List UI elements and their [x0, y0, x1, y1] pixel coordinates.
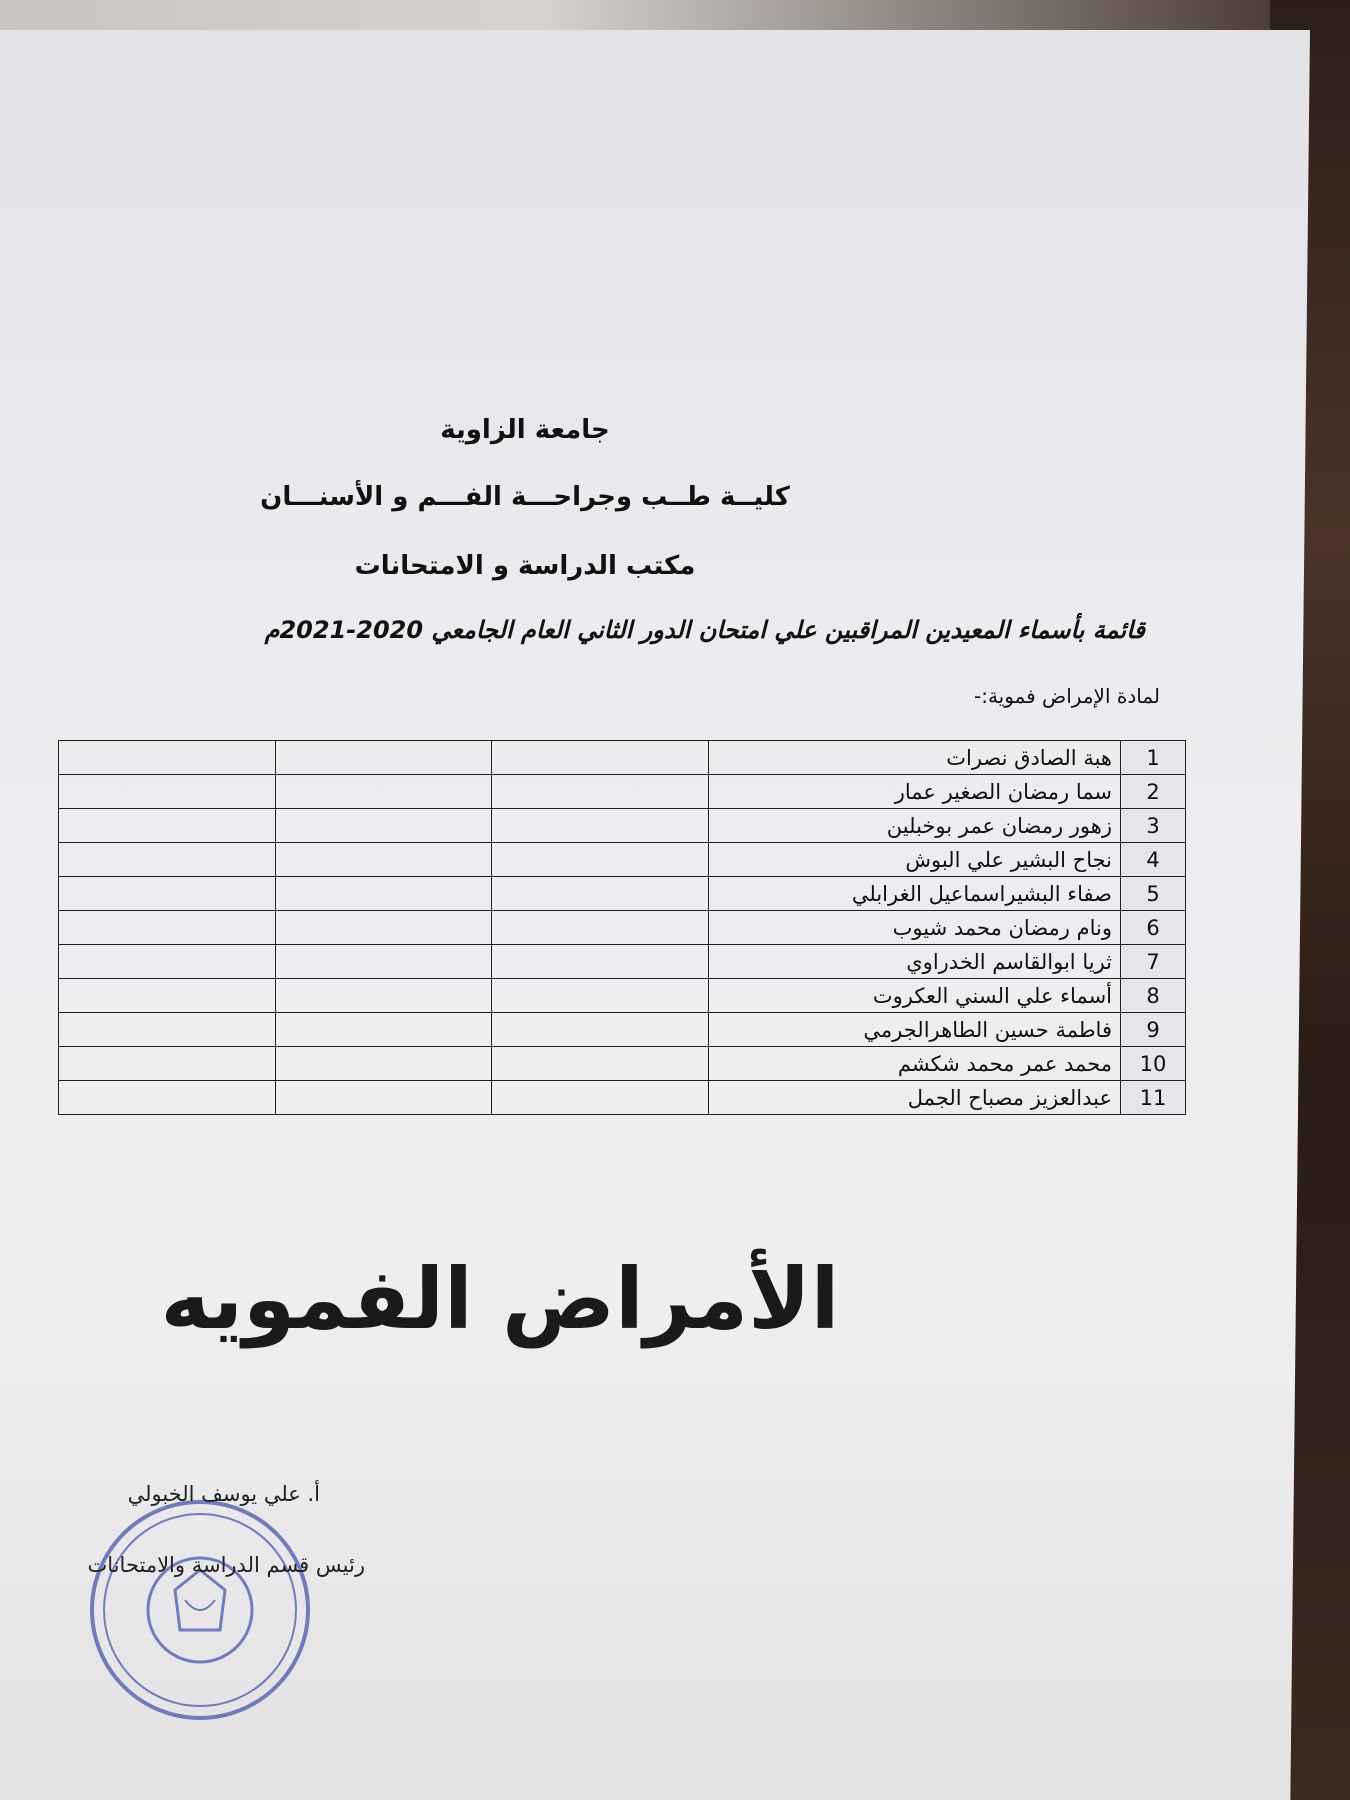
table-row — [59, 979, 1186, 1013]
row-number: 1 — [1121, 741, 1186, 775]
empty-cell — [59, 1047, 276, 1081]
row-number: 4 — [1121, 843, 1186, 877]
empty-cell — [59, 979, 276, 1013]
row-number: 3 — [1121, 809, 1186, 843]
proctor-name: أسماء علي السني العكروت — [709, 979, 1121, 1013]
table-row — [59, 741, 1186, 775]
empty-cell — [59, 741, 276, 775]
empty-cell — [275, 1047, 492, 1081]
table-row — [59, 1081, 1186, 1115]
empty-cell — [59, 775, 276, 809]
empty-cell — [275, 979, 492, 1013]
table-row — [59, 843, 1186, 877]
proctor-name: ثريا ابوالقاسم الخدراوي — [709, 945, 1121, 979]
subject-line: لمادة الإمراض فموية:- — [974, 684, 1160, 708]
table-row — [59, 877, 1186, 911]
table-row — [59, 945, 1186, 979]
empty-cell — [59, 843, 276, 877]
empty-cell — [59, 945, 276, 979]
proctor-name: صفاء البشيراسماعيل الغرابلي — [709, 877, 1121, 911]
empty-cell — [59, 1081, 276, 1115]
empty-cell — [275, 741, 492, 775]
empty-cell — [492, 843, 709, 877]
empty-cell — [275, 1081, 492, 1115]
empty-cell — [275, 945, 492, 979]
proctor-name: نجاح البشير علي البوش — [709, 843, 1121, 877]
office-name: مكتب الدراسة و الامتحانات — [354, 551, 696, 581]
empty-cell — [492, 911, 709, 945]
row-number: 8 — [1121, 979, 1186, 1013]
empty-cell — [492, 1047, 709, 1081]
empty-cell — [59, 911, 276, 945]
proctor-name: محمد عمر محمد شكشم — [709, 1047, 1121, 1081]
empty-cell — [59, 809, 276, 843]
row-number: 9 — [1121, 1013, 1186, 1047]
document-subtitle: قائمة بأسماء المعيدين المراقبين علي امتحان الدور الثاني العام الجامعي 2020-2021م — [264, 616, 1145, 644]
proctor-name: عبدالعزيز مصباح الجمل — [709, 1081, 1121, 1115]
college-name: كليــة طــب وجراحـــة الفـــم و الأسنـــان — [260, 482, 790, 512]
empty-cell — [275, 809, 492, 843]
university-name: جامعة الزاوية — [440, 415, 610, 445]
empty-cell — [275, 877, 492, 911]
empty-cell — [59, 1013, 276, 1047]
empty-cell — [492, 809, 709, 843]
row-number: 7 — [1121, 945, 1186, 979]
row-number: 11 — [1121, 1081, 1186, 1115]
proctor-name: فاطمة حسين الطاهرالجرمي — [709, 1013, 1121, 1047]
empty-cell — [492, 741, 709, 775]
empty-cell — [275, 775, 492, 809]
signer-name: أ. علي يوسف الخبولي — [127, 1482, 320, 1506]
table-row — [59, 911, 1186, 945]
signer-title: رئيس قسم الدراسة والامتحانات — [87, 1553, 365, 1577]
empty-cell — [492, 945, 709, 979]
row-number: 6 — [1121, 911, 1186, 945]
official-stamp — [80, 1490, 320, 1730]
subject-heading: الأمراض الفمويه — [160, 1250, 840, 1348]
proctors-table — [58, 740, 1186, 1115]
empty-cell — [275, 843, 492, 877]
empty-cell — [275, 1013, 492, 1047]
table-row — [59, 809, 1186, 843]
empty-cell — [275, 911, 492, 945]
empty-cell — [492, 1013, 709, 1047]
proctor-name: ونام رمضان محمد شيوب — [709, 911, 1121, 945]
empty-cell — [59, 877, 276, 911]
row-number: 5 — [1121, 877, 1186, 911]
empty-cell — [492, 775, 709, 809]
proctor-name: سما رمضان الصغير عمار — [709, 775, 1121, 809]
proctor-name: هبة الصادق نصرات — [709, 741, 1121, 775]
table-row — [59, 1013, 1186, 1047]
proctor-name: زهور رمضان عمر بوخبلين — [709, 809, 1121, 843]
empty-cell — [492, 1081, 709, 1115]
table-row — [59, 1047, 1186, 1081]
row-number: 10 — [1121, 1047, 1186, 1081]
table-row — [59, 775, 1186, 809]
empty-cell — [492, 877, 709, 911]
empty-cell — [492, 979, 709, 1013]
row-number: 2 — [1121, 775, 1186, 809]
